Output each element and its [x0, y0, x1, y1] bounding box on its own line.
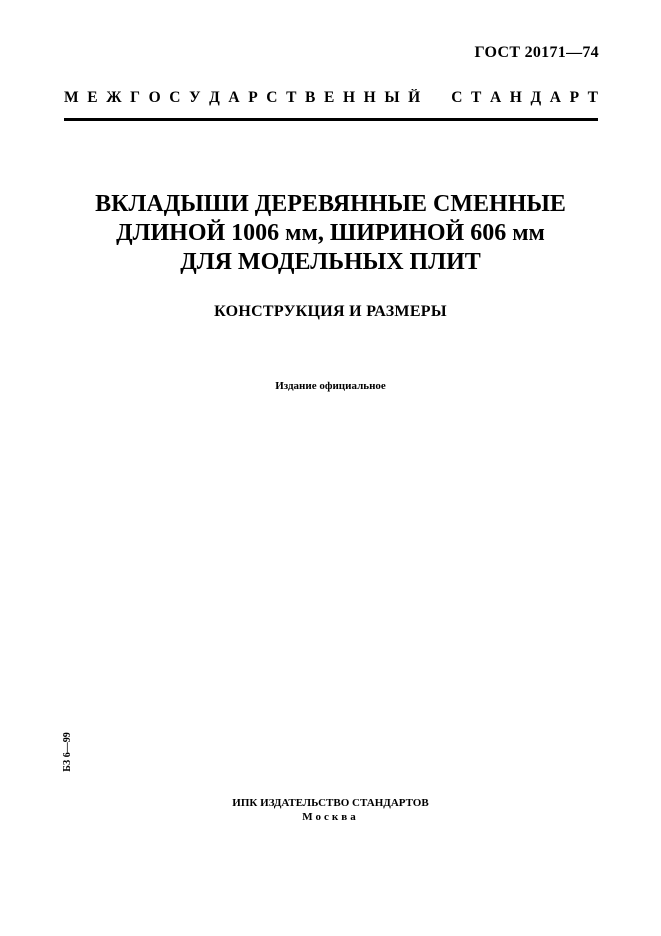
- document-title: [0, 190, 661, 277]
- header-rule: [64, 118, 598, 121]
- document-code: ГОСТ 20171—74: [474, 44, 599, 61]
- side-code: БЗ 6—99: [61, 732, 73, 772]
- title-line-3: ДЛЯ МОДЕЛЬНЫХ ПЛИТ: [180, 249, 481, 275]
- standard-type-heading: [64, 89, 598, 107]
- document-subtitle: КОНСТРУКЦИЯ И РАЗМЕРЫ: [214, 303, 447, 320]
- publisher-name: ИПК ИЗДАТЕЛЬСТВО СТАНДАРТОВ: [232, 797, 429, 809]
- title-line-2: ДЛИНОЙ 1006 мм, ШИРИНОЙ 606 мм: [116, 220, 545, 246]
- edition-note: Издание официальное: [275, 380, 386, 392]
- title-line-1: ВКЛАДЫШИ ДЕРЕВЯННЫЕ СМЕННЫЕ: [95, 191, 566, 217]
- publisher-city: Москва: [302, 811, 359, 823]
- standard-type-text: М Е Ж Г О С У Д А Р С Т В Е Н Н Ы Й С Т А Н Д А Р Т: [64, 89, 598, 106]
